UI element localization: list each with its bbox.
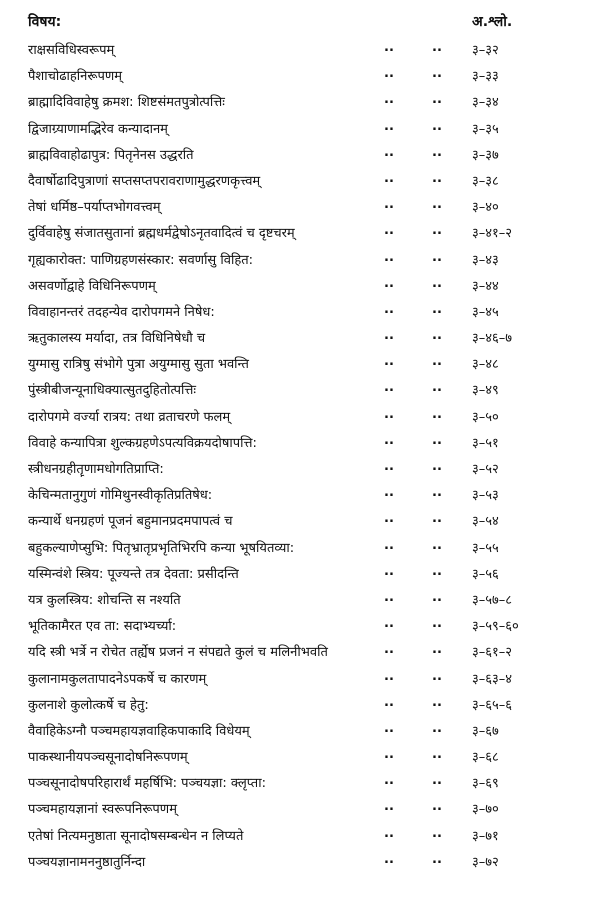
entry-topic: स्त्रीधनग्रहीतॄणामधोगतिप्राप्ति:: [28, 462, 164, 477]
entry-topic: ब्राह्मादिविवाहेषु क्रमश: शिष्टसंमतपुत्रोत्पत्तिः: [28, 95, 225, 111]
dot-leader: ..: [384, 144, 394, 160]
entry-topic: द्विजाग्र्याणामद्भिरेव कन्यादानम्: [28, 121, 168, 137]
entry-reference: ३–७२: [472, 854, 499, 870]
entry-reference: ३–४३: [472, 252, 499, 268]
dot-leader: ..: [432, 301, 442, 317]
dot-leader: ..: [384, 459, 394, 474]
dot-leader: ..: [384, 537, 394, 553]
index-entry: [0, 272, 600, 298]
entry-topic: पञ्चमहायज्ञानां स्वरूपनिरूपणम्: [28, 802, 177, 818]
dot-leader: ..: [432, 799, 442, 815]
dot-leader: ..: [432, 851, 442, 867]
entry-reference: ३–५३: [472, 488, 499, 504]
dot-leader: ..: [432, 694, 442, 710]
dot-leader: ..: [432, 144, 442, 160]
dot-leader: ..: [384, 380, 394, 396]
entry-topic: भूतिकामैरत एव ता: सदाभ्यर्च्या:: [28, 619, 177, 635]
entry-reference: ३–५७–८: [472, 592, 513, 608]
dot-leader: ..: [384, 66, 394, 82]
entry-reference: ३–५५: [472, 540, 499, 556]
entry-reference: ३–६७: [472, 723, 499, 739]
dot-leader: ..: [432, 773, 442, 789]
index-entry: [0, 62, 600, 88]
dot-leader: ..: [432, 328, 442, 344]
dot-leader: ..: [432, 511, 442, 527]
index-entry: [0, 743, 600, 769]
entry-topic: यत्र कुलस्त्रिय: शोचन्ति स नश्यति: [28, 592, 181, 608]
dot-leader: ..: [432, 170, 442, 186]
dot-leader: ..: [432, 747, 442, 763]
entry-reference: ३–३४: [472, 95, 499, 111]
reference-column-heading: अ.श्लो.: [472, 14, 513, 30]
index-entry: [0, 848, 600, 874]
entry-reference: ३–५०: [472, 409, 499, 425]
entry-reference: ३–६८: [472, 750, 499, 766]
entry-reference: ३–४९: [472, 383, 499, 399]
dot-leader: ..: [432, 197, 442, 213]
dot-leader: ..: [384, 40, 394, 55]
entry-topic: कुलानामकुलतापादनेऽपकर्षे च कारणम्: [28, 671, 207, 687]
index-entry: [0, 376, 600, 402]
index-entry: [0, 324, 600, 350]
index-entry: [0, 36, 600, 62]
entry-topic: वैवाहिकेऽग्नौ पञ्चमहायज्ञवाहिकपाकादि विधेयम्: [28, 723, 250, 739]
dot-leader: ..: [384, 92, 394, 108]
entry-topic: ऋतुकालस्य मर्यादा, तत्र विधिनिषेधौ च: [28, 331, 206, 347]
dot-leader: ..: [384, 825, 394, 841]
entry-topic: ब्राह्मविवाहोढापुत्र: पितृनेनस उद्धरति: [28, 147, 194, 163]
index-entry: [0, 88, 600, 114]
dot-leader: ..: [432, 118, 442, 134]
index-entry: [0, 717, 600, 743]
index-entry: [0, 141, 600, 167]
index-entry: [0, 612, 600, 638]
entry-topic: दारोपगमे वर्ज्या रात्रय: तथा व्रताचरणे फलम्: [28, 409, 231, 425]
entry-topic: राक्षसविधिस्वरूपम्: [28, 43, 115, 58]
dot-leader: ..: [384, 328, 394, 344]
entry-reference: ३–४४: [472, 278, 499, 294]
index-entry: [0, 403, 600, 429]
index-entry: [0, 586, 600, 612]
entry-reference: ३–३८: [472, 173, 499, 189]
entry-reference: ३–४०: [472, 200, 499, 216]
dot-leader: ..: [384, 118, 394, 134]
entry-reference: ३–३५: [472, 121, 499, 137]
entry-reference: ३–५९–६०: [472, 619, 519, 635]
dot-leader: ..: [384, 511, 394, 527]
index-entry: [0, 560, 600, 586]
dot-leader: ..: [432, 825, 442, 841]
dot-leader: ..: [384, 799, 394, 815]
index-entry: [0, 219, 600, 245]
dot-leader: ..: [432, 563, 442, 579]
entry-reference: ३–५४: [472, 514, 499, 530]
entry-topic: दुर्विवाहेषु संजातसुतानां ब्रह्मधर्मद्वेषोऽनृतवादित्वं च दृष्टचरम्: [28, 226, 295, 242]
entry-reference: ३–५२: [472, 462, 499, 477]
entry-reference: ३–३३: [472, 69, 499, 85]
entry-topic: गृह्यकारोक्त: पाणिग्रहणसंस्कार: सवर्णासु विहित:: [28, 252, 254, 268]
index-entry: [0, 822, 600, 848]
index-entry: [0, 455, 600, 481]
entry-topic: पञ्चसूनादोषपरिहारार्थं महर्षिभि: पञ्चयज्ञा: क्लृप्ता:: [28, 776, 266, 792]
dot-leader: ..: [384, 406, 394, 422]
dot-leader: ..: [384, 223, 394, 239]
entry-topic: यस्मिन्वंशे स्त्रिय: पूज्यन्ते तत्र देवता: प्रसीदन्ति: [28, 566, 239, 582]
dot-leader: ..: [384, 275, 394, 291]
index-entry: [0, 429, 600, 455]
dot-leader: ..: [384, 197, 394, 213]
dot-leader: ..: [384, 301, 394, 317]
index-entry: [0, 115, 600, 141]
entry-reference: ३–४६–७: [472, 331, 513, 347]
dot-leader: ..: [432, 432, 442, 448]
entry-reference: ३–६९: [472, 776, 499, 792]
dot-leader: ..: [384, 563, 394, 579]
entry-reference: ३–४१–२: [472, 226, 513, 242]
dot-leader: ..: [432, 459, 442, 474]
index-entry: [0, 769, 600, 795]
subject-column-heading: विषय:: [28, 14, 62, 30]
entry-reference: ३–३७: [472, 147, 499, 163]
dot-leader: ..: [432, 485, 442, 501]
dot-leader: ..: [384, 668, 394, 684]
dot-leader: ..: [432, 275, 442, 291]
dot-leader: ..: [432, 92, 442, 108]
dot-leader: ..: [432, 223, 442, 239]
entry-reference: ३–६३–४: [472, 671, 513, 687]
index-entry: [0, 691, 600, 717]
dot-leader: ..: [432, 642, 442, 658]
entry-topic: दैवार्षोढादिपुत्राणां सप्तसप्तपरावराणामुद्धरणकृत्त्वम्: [28, 173, 261, 189]
entry-reference: ३–३२: [472, 43, 499, 58]
entry-topic: पैशाचोढाहनिरूपणम्: [28, 69, 123, 85]
index-entry: [0, 350, 600, 376]
dot-leader: ..: [432, 40, 442, 55]
entry-reference: ३–४५: [472, 304, 499, 320]
index-entry: [0, 193, 600, 219]
entry-topic: तेषां धर्मिष्ठ–पर्याप्तभोगवत्त्वम्: [28, 200, 161, 216]
index-entry: [0, 795, 600, 821]
index-entry: [0, 246, 600, 272]
dot-leader: ..: [432, 406, 442, 422]
entry-reference: ३–७१: [472, 828, 499, 844]
entry-reference: ३–५१: [472, 435, 499, 451]
entry-reference: ३–४८: [472, 357, 499, 373]
entry-topic: एतेषां नित्यमनुष्ठाता सूनादोषसम्बन्धेन न लिप्यते: [28, 828, 244, 844]
index-header: [0, 8, 600, 34]
entry-topic: केचिन्मतानुगुणं गोमिथुनस्वीकृतिप्रतिषेध:: [28, 488, 213, 504]
dot-leader: ..: [384, 747, 394, 763]
dot-leader: ..: [432, 66, 442, 82]
entry-topic: पाकस्थानीयपञ्चसूनादोषनिरूपणम्: [28, 750, 188, 766]
dot-leader: ..: [384, 485, 394, 501]
dot-leader: ..: [384, 694, 394, 710]
dot-leader: ..: [384, 851, 394, 867]
entry-topic: कन्यार्थे धनग्रहणं पूजनं बहुमानप्रदमपापत्वं च: [28, 514, 233, 530]
index-entry: [0, 638, 600, 664]
dot-leader: ..: [384, 616, 394, 632]
entry-topic: विवाहानन्तरं तदहन्येव दारोपगमने निषेध:: [28, 304, 215, 320]
dot-leader: ..: [384, 773, 394, 789]
entry-topic: असवर्णोद्वाहे विधिनिरूपणम्: [28, 278, 156, 294]
dot-leader: ..: [432, 616, 442, 632]
dot-leader: ..: [432, 589, 442, 605]
dot-leader: ..: [432, 668, 442, 684]
entry-topic: यदि स्त्री भर्त्रे न रोचेत तर्ह्येष प्रजनं न संपद्यते कुलं च मलिनीभवति: [28, 645, 328, 661]
dot-leader: ..: [384, 432, 394, 448]
dot-leader: ..: [432, 720, 442, 736]
entry-topic: पुंस्त्रीबीजन्यूनाधिक्यात्सुतदुहितोत्पत्तिः: [28, 383, 196, 399]
entry-reference: ३–६५–६: [472, 697, 513, 713]
entry-topic: पञ्चयज्ञानामननुष्ठातुर्निन्दा: [28, 854, 146, 870]
index-entry: [0, 298, 600, 324]
index-entries: [0, 36, 600, 874]
dot-leader: ..: [432, 380, 442, 396]
entry-topic: कुलनाशे कुलोत्कर्षे च हेतु:: [28, 697, 149, 713]
dot-leader: ..: [384, 170, 394, 186]
index-entry: [0, 167, 600, 193]
entry-topic: युग्मासु रात्रिषु संभोगे पुत्रा अयुग्मासु सुता भवन्ति: [28, 357, 249, 373]
entry-reference: ३–५६: [472, 566, 499, 582]
dot-leader: ..: [384, 249, 394, 265]
dot-leader: ..: [384, 642, 394, 658]
index-entry: [0, 665, 600, 691]
dot-leader: ..: [384, 720, 394, 736]
entry-reference: ३–७०: [472, 802, 499, 818]
dot-leader: ..: [432, 537, 442, 553]
index-entry: [0, 534, 600, 560]
entry-topic: बहुकल्याणेप्सुभि: पितृभ्रातृप्रभृतिभिरपि कन्या भूषयितव्या:: [28, 540, 295, 556]
dot-leader: ..: [384, 589, 394, 605]
dot-leader: ..: [432, 249, 442, 265]
entry-topic: विवाहे कन्यापित्रा शुल्कग्रहणेऽपत्यविक्रयदोषापत्ति:: [28, 435, 257, 451]
entry-reference: ३–६१–२: [472, 645, 513, 661]
dot-leader: ..: [432, 354, 442, 370]
index-entry: [0, 481, 600, 507]
dot-leader: ..: [384, 354, 394, 370]
index-entry: [0, 507, 600, 533]
